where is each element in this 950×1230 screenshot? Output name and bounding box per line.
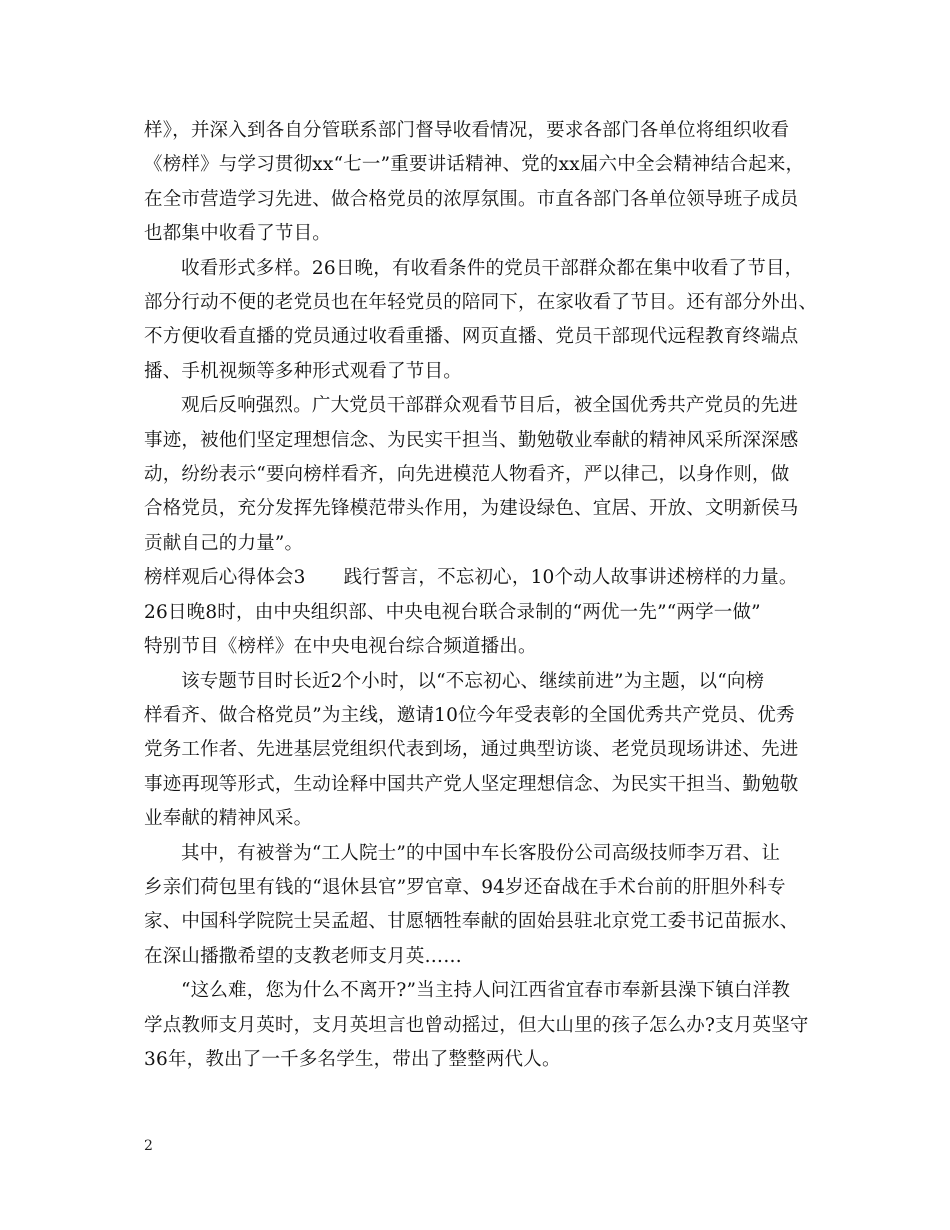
text-line: 事迹再现等形式，生动诠释中国共产党人坚定理想信念、为民实干担当、勤勉敬 (144, 773, 799, 795)
text-line: 该专题节目时长近2个小时，以“不忘初心、继续前进”为主题，以“向榜 (181, 670, 765, 692)
text-line: 业奉献的精神风采。 (144, 808, 313, 830)
text-line: 26日晚8时，由中央组织部、中央电视台联合录制的“两优一先”“两学一做” (144, 601, 761, 623)
text-line: 乡亲们荷包里有钱的“退休县官”罗官章、94岁还奋战在手术台前的肝胆外科专 (144, 876, 786, 898)
text-line: 收看形式多样。26日晚，有收看条件的党员干部群众都在集中收看了节目， (181, 257, 804, 279)
page-number: 2 (144, 1138, 153, 1154)
text-line: 动，纷纷表示“要向榜样看齐，向先进模范人物看齐，严以律己，以身作则，做 (144, 464, 790, 486)
paragraph-4 (144, 561, 824, 664)
text-line: 在全市营造学习先进、做合格党员的浓厚氛围。市直各部门各单位领导班子成员 (144, 188, 799, 210)
section-heading-line (144, 561, 824, 595)
text-line: “这么难，您为什么不离开?”当主持人问江西省宜春市奉新县澡下镇白洋教 (181, 980, 791, 1002)
text-line: 贡献自己的力量”。 (144, 532, 304, 554)
paragraph-3 (144, 389, 824, 561)
paragraph-1 (144, 114, 824, 252)
document-body (144, 114, 824, 1077)
text-line: 事迹，被他们坚定理想信念、为民实干担当、勤勉敬业奉献的精神风采所深深感 (144, 429, 799, 451)
paragraph-5 (144, 665, 824, 837)
text-line: 36年，教出了一千多名学生，带出了整整两代人。 (144, 1048, 561, 1070)
text-line: 其中，有被誉为“工人院士”的中国中车长客股份公司高级技师李万君、让 (181, 842, 781, 864)
text-line: 样看齐、做合格党员”为主线，邀请10位今年受表彰的全国优秀共产党员、优秀 (144, 704, 795, 726)
text-line: 样》，并深入到各自分管联系部门督导收看情况，要求各部门各单位将组织收看 (144, 120, 790, 141)
paragraph-6 (144, 837, 824, 975)
text-line: 特别节目《榜样》在中央电视台综合频道播出。 (144, 636, 537, 658)
paragraph-7 (144, 974, 824, 1077)
section-lead-text: 践行誓言，不忘初心，10个动人故事讲述榜样的力量。 (343, 567, 798, 589)
text-line: 合格党员，充分发挥先锋模范带头作用，为建设绿色、宜居、开放、文明新侯马 (144, 498, 799, 520)
text-line: 部分行动不便的老党员也在年轻党员的陪同下，在家收看了节目。还有部分外出、 (144, 292, 818, 314)
text-line: 《榜样》与学习贯彻xx“七一”重要讲话精神、党的xx届六中全会精神结合起来， (144, 154, 805, 176)
text-line: 观后反响强烈。广大党员干部群众观看节目后，被全国优秀共产党员的先进 (181, 395, 799, 417)
text-line: 播、手机视频等多种形式观看了节目。 (144, 360, 462, 382)
section-heading: 榜样观后心得体会3 (144, 567, 306, 589)
text-line: 党务工作者、先进基层党组织代表到场，通过典型访谈、老党员现场讲述、先进 (144, 739, 799, 761)
text-line: 不方便收看直播的党员通过收看重播、网页直播、党员干部现代远程教育终端点 (144, 326, 799, 348)
text-line: 学点教师支月英时，支月英坦言也曾动摇过，但大山里的孩子怎么办?支月英坚守 (144, 1014, 809, 1036)
text-line: 也都集中收看了节目。 (144, 223, 332, 245)
text-line: 在深山播撒希望的支教老师支月英…… (144, 945, 462, 967)
text-line: 家、中国科学院院士吴孟超、甘愿牺牲奉献的固始县驻北京党工委书记苗振水、 (144, 911, 799, 933)
paragraph-2 (144, 252, 824, 390)
